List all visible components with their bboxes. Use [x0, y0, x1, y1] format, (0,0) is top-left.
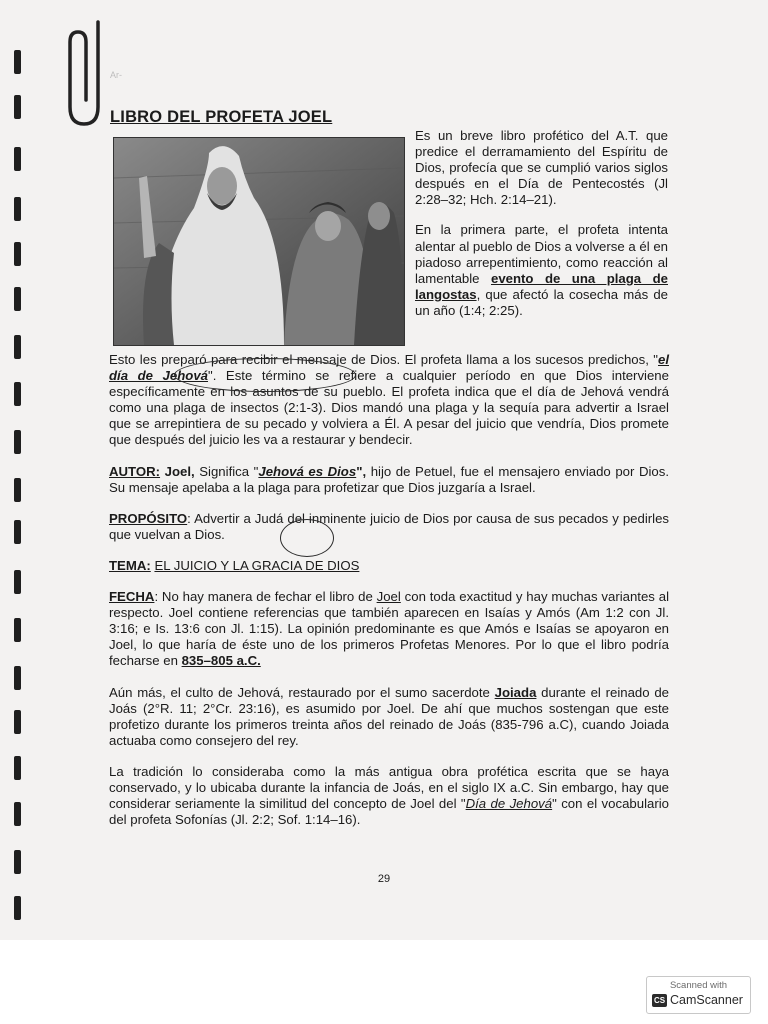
main-text [109, 352, 669, 843]
section-autor: AUTOR: Joel, Significa "Jehová es Dios", hijo de Petuel, fue el mensajero enviado por Dios. Su mensaje apelaba a la plaga para profetizar que Dios juzgaría a Israel. [109, 463, 669, 495]
paper-clip-icon [60, 12, 110, 132]
page-title: LIBRO DEL PROFETA JOEL [110, 108, 333, 126]
intro-column [415, 128, 668, 333]
margin-note: Ar- [110, 70, 122, 80]
section-tema: TEMA: EL JUICIO Y LA GRACIA DE DIOS [109, 557, 360, 573]
handwritten-circle-2 [280, 519, 334, 557]
binding-holes [14, 50, 28, 930]
handwritten-circle-1 [174, 358, 356, 392]
paragraph-joas: Aún más, el culto de Jehová, restaurado por el sumo sacerdote Joiada durante el reinado de Joás (2°R. 11; 2°Cr. 23:16), es asumido por Joel. De ahí que muchos sostengan que este profetizo durante los primeros treinta años del reinado de Joás (835-796 a.C), cuando Joiada actuaba como consejero del rey. [109, 684, 669, 748]
paragraph-dia-de-jehova: Esto les preparó para recibir el mensaje de Dios. El profeta llama a los sucesos predichos, "el día de Jehová". Este término se refiere a cualquier período en que Dios interviene específicamente en los asuntos de su pueblo. El profeta indica que el día de Jehová vendrá como una plaga de insectos (2:1-3). Dios mandó una plaga y la sequía para advertir a Israel que se arrepintiera de su pecado y volviera a Él. A pesar del juicio que vendría, Dios promete que después del juicio les va a restaurar y bendecir. [109, 352, 669, 448]
paragraph-tradicion: La tradición lo consideraba como la más antigua obra profética escrita que se haya conservado, y lo ubicaba durante la infancia de Joás, en el siglo IX a.C. Sin embargo, hay que considerar seriamente la similitud del concepto de Joel del "Día de Jehová" con el vocabulario del profeta Sofonías (Jl. 2:2; Sof. 1:14–16). [109, 763, 669, 828]
page-number: 29 [377, 873, 391, 885]
camscanner-watermark: Scanned with CS CamScanner [646, 976, 751, 1014]
prophet-illustration [113, 137, 405, 346]
camscanner-logo-icon: CS [653, 996, 666, 1005]
section-fecha: FECHA: No hay manera de fechar el libro de Joel con toda exactitud y hay muchas variantes al respecto. Joel contiene referencias que también aparecen en Isaías y Amós (Am 1:2 con Jl. 3:16; e Is. 13:6 con Jl. 1:15). La opinión predominante es que Amós e Isaías se apoyaron en Joel, lo que haría de éste uno de los primeros Profetas Menores. Por lo que el libro podría fecharse en 835–805 a.C. [109, 589, 669, 669]
section-proposito: PROPÓSITO: Advertir a Judá del inminente juicio de Dios por causa de sus pecados y pedirles que vuelvan a Dios. [109, 510, 669, 542]
intro-paragraph-1: Es un breve libro profético del A.T. que predice el derramamiento del Espíritu de Dios, profecía que se cumplió varios siglos después en el Día de Pentecostés (Jl 2:28–32; Hch. 2:14–21). [415, 128, 668, 208]
dia-de-jehova-term: el día de Jehová [109, 352, 669, 384]
intro-paragraph-2: En la primera parte, el profeta intenta alentar al pueblo de Dios a volverse a él en piadoso arrepentimiento, como reacción al lamentable evento de una plaga de langostas, que afectó la cosecha más de un año (1:4; 2:25). [415, 222, 668, 318]
